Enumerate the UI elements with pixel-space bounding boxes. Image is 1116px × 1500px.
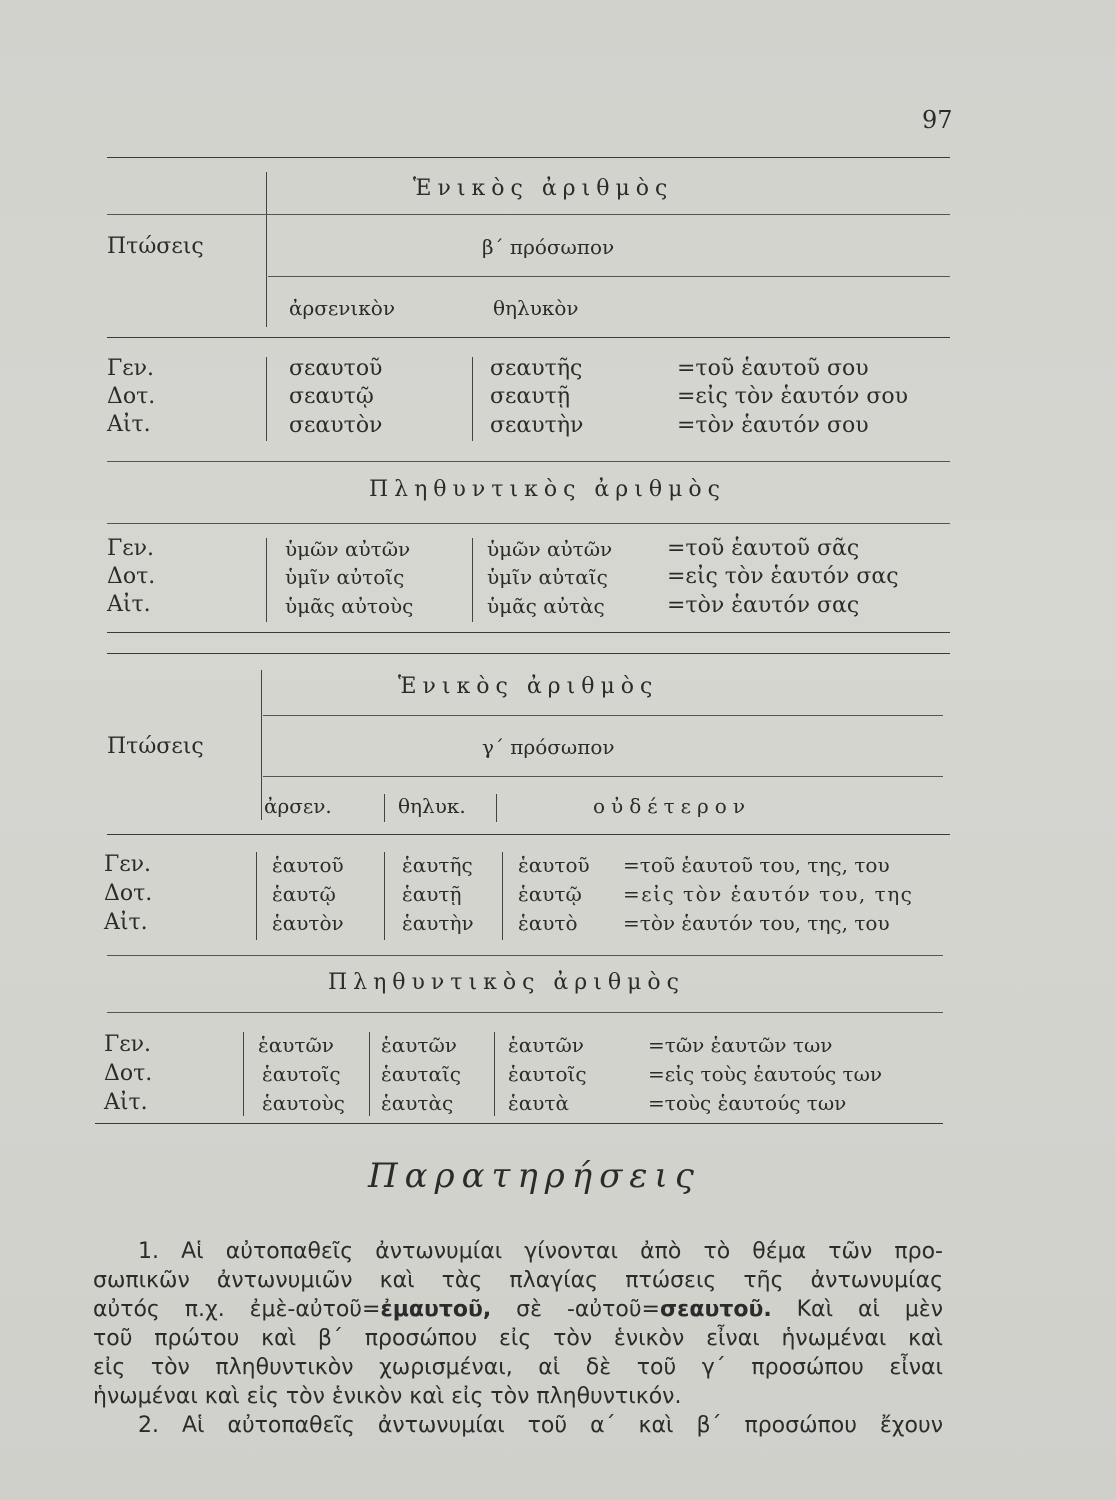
equivalent: =τὸν ἑαυτόν σας bbox=[667, 593, 860, 618]
case-label: Γεν. bbox=[107, 356, 155, 381]
equivalent: =τοῦ ἑαυτοῦ σου bbox=[677, 356, 869, 381]
masc-form: ἑαυτοῦ bbox=[272, 853, 344, 877]
neut-form: ἑαυτὸ bbox=[518, 911, 578, 935]
col-divider bbox=[502, 852, 503, 940]
case-label: Γεν. bbox=[104, 852, 152, 877]
table2-cases-label: Πτώσεις bbox=[107, 734, 204, 759]
text-run: αὐτός π.χ. ἐμὲ-αὐτοῦ= bbox=[93, 1297, 381, 1322]
col-divider bbox=[266, 357, 267, 441]
equivalent: =εἰς τὸν ἑαυτόν σου bbox=[677, 384, 909, 409]
equivalent: =τὸν ἑαυτόν του, της, του bbox=[623, 911, 890, 935]
text-line: 1. Αἱ αὐτοπαθεῖς ἀντωνυμίαι γίνονται ἀπὸ τὸ θέμα τῶν προ- bbox=[138, 1239, 943, 1264]
equivalent: =τοῦ ἑαυτοῦ σᾶς bbox=[667, 536, 860, 561]
neut-form: ἑαυτῷ bbox=[518, 882, 582, 906]
table2-plural-header: Πληθυντικὸς ἀριθμὸς bbox=[328, 970, 685, 995]
case-label: Γεν. bbox=[104, 1032, 152, 1057]
fem-form: σεαυτὴν bbox=[490, 413, 584, 438]
col-divider bbox=[494, 1032, 495, 1116]
bold-term: σεαυτοῦ. bbox=[659, 1297, 772, 1322]
neut-form: ἑαυτῶν bbox=[508, 1033, 584, 1057]
masc-form: ἑαυτῷ bbox=[272, 882, 336, 906]
col-divider bbox=[384, 852, 385, 940]
table1-rule bbox=[107, 214, 950, 215]
table1-rule bbox=[107, 461, 950, 462]
text-line: τοῦ πρώτου καὶ β΄ προσώπου εἰς τὸν ἑνικὸν εἶναι ἡνωμέναι καὶ bbox=[93, 1326, 943, 1351]
masc-form: ἑαυτοὺς bbox=[262, 1091, 345, 1115]
text-run: σὲ -αὐτοῦ= bbox=[491, 1297, 660, 1322]
equivalent: =τῶν ἑαυτῶν των bbox=[648, 1033, 833, 1057]
masc-form: σεαυτὸν bbox=[289, 413, 383, 438]
equivalent: =τοῦ ἑαυτοῦ του, της, του bbox=[623, 853, 890, 877]
table2-person: γ΄ πρόσωπον bbox=[482, 735, 615, 759]
table2-rule bbox=[107, 834, 950, 835]
remarks-paragraph-1 bbox=[93, 1237, 943, 1440]
case-label: Αἰτ. bbox=[104, 910, 148, 935]
equivalent: =εἰς τὸν ἑαυτόν σας bbox=[667, 564, 899, 589]
table2-header-divider bbox=[261, 670, 262, 820]
fem-form: σεαυτῇ bbox=[490, 384, 570, 409]
masc-form: ὑμῖν αὐτοῖς bbox=[285, 565, 405, 589]
case-label: Δοτ. bbox=[107, 564, 156, 589]
neut-form: ἑαυτοῦ bbox=[518, 853, 590, 877]
table1-bottom-rule bbox=[107, 632, 950, 633]
fem-form: ἑαυτὴν bbox=[402, 911, 474, 935]
table2-fem-header: θηλυκ. bbox=[398, 794, 466, 818]
fem-form: ἑαυτῆς bbox=[402, 853, 473, 877]
table2-rule bbox=[263, 776, 943, 777]
col-divider bbox=[266, 538, 267, 622]
table1-singular-header: Ἑνικὸς ἀριθμὸς bbox=[413, 176, 674, 201]
masc-form: ἑαυτοῖς bbox=[262, 1062, 341, 1086]
table2-neut-header: οὐδέτερον bbox=[593, 794, 751, 818]
table1-rule bbox=[107, 337, 950, 338]
bold-term: ἐμαυτοῦ, bbox=[380, 1297, 492, 1322]
fem-form: ἑαυταῖς bbox=[381, 1062, 462, 1086]
table1-rule bbox=[107, 523, 950, 524]
fem-form: ἑαυτῇ bbox=[402, 882, 462, 906]
col-divider bbox=[384, 794, 385, 822]
fem-form: ἑαυτὰς bbox=[381, 1091, 454, 1115]
table2-rule bbox=[263, 715, 943, 716]
col-divider bbox=[496, 794, 497, 822]
table1-top-rule bbox=[107, 157, 950, 158]
case-label: Αἰτ. bbox=[104, 1090, 148, 1115]
table1-person: β΄ πρόσωπον bbox=[482, 235, 615, 259]
equivalent: =τοὺς ἑαυτούς των bbox=[648, 1091, 847, 1115]
masc-form: ἑαυτῶν bbox=[258, 1033, 334, 1057]
fem-form: ὑμῖν αὐταῖς bbox=[487, 565, 608, 589]
table2-singular-header: Ἑνικὸς ἀριθμὸς bbox=[398, 674, 659, 699]
col-divider bbox=[243, 1032, 244, 1116]
page-number: 97 bbox=[922, 106, 953, 134]
table1-plural-header: Πληθυντικὸς ἀριθμὸς bbox=[369, 477, 726, 502]
table1-cases-label: Πτώσεις bbox=[107, 234, 204, 259]
fem-form: ὑμῶν αὐτῶν bbox=[487, 537, 613, 561]
case-label: Αἰτ. bbox=[107, 592, 151, 617]
text-line bbox=[93, 1295, 943, 1324]
case-label: Δοτ. bbox=[104, 881, 153, 906]
masc-form: ὑμῶν αὐτῶν bbox=[285, 537, 411, 561]
text-line: εἰς τὸν πληθυντικὸν χωρισμέναι, αἱ δὲ τοῦ γ΄ προσώπου εἶναι bbox=[93, 1355, 943, 1380]
col-divider bbox=[369, 1032, 370, 1116]
col-divider bbox=[472, 357, 473, 441]
equivalent: =εἰς τοὺς ἑαυτούς των bbox=[648, 1062, 883, 1086]
masc-form: ἑαυτὸν bbox=[272, 911, 344, 935]
text-run: Καὶ αἱ μὲν bbox=[771, 1297, 943, 1322]
table1-header-divider bbox=[266, 172, 267, 327]
fem-form: ἑαυτῶν bbox=[381, 1033, 457, 1057]
case-label: Αἰτ. bbox=[107, 412, 151, 437]
table1-rule bbox=[268, 276, 950, 277]
table2-bottom-rule bbox=[95, 1123, 943, 1124]
table1-masc-header: ἀρσενικὸν bbox=[289, 296, 395, 320]
masc-form: σεαυτῷ bbox=[289, 384, 374, 409]
text-line: σωπικῶν ἀντωνυμιῶν καὶ τὰς πλαγίας πτώσεις τῆς ἀντωνυμίας bbox=[93, 1268, 943, 1293]
text-line: ἡνωμέναι καὶ εἰς τὸν ἑνικὸν καὶ εἰς τὸν πληθυντικόν. bbox=[93, 1384, 682, 1409]
masc-form: σεαυτοῦ bbox=[289, 356, 383, 381]
case-label: Δοτ. bbox=[107, 384, 156, 409]
case-label: Γεν. bbox=[107, 536, 155, 561]
table2-rule bbox=[107, 1012, 943, 1013]
equivalent: =τὸν ἑαυτόν σου bbox=[677, 413, 869, 438]
table1-fem-header: θηλυκὸν bbox=[493, 296, 579, 320]
masc-form: ὑμᾶς αὐτοὺς bbox=[285, 594, 414, 618]
case-label: Δοτ. bbox=[104, 1061, 153, 1086]
text-line: 2. Αἱ αὐτοπαθεῖς ἀντωνυμίαι τοῦ α΄ καὶ β΄ προσώπου ἔχουν bbox=[138, 1413, 943, 1438]
remarks-title: Παρατηρήσεις bbox=[368, 1156, 701, 1196]
col-divider bbox=[256, 852, 257, 940]
table2-rule bbox=[107, 955, 943, 956]
col-divider bbox=[472, 538, 473, 622]
fem-form: ὑμᾶς αὐτὰς bbox=[487, 594, 605, 618]
table2-masc-header: ἀρσεν. bbox=[264, 794, 332, 818]
equivalent: =εἰς τὸν ἑαυτόν του, της bbox=[623, 882, 914, 906]
neut-form: ἑαυτοῖς bbox=[508, 1062, 587, 1086]
fem-form: σεαυτῆς bbox=[490, 356, 583, 381]
table2-top-rule bbox=[107, 653, 950, 654]
neut-form: ἑαυτὰ bbox=[508, 1091, 569, 1115]
